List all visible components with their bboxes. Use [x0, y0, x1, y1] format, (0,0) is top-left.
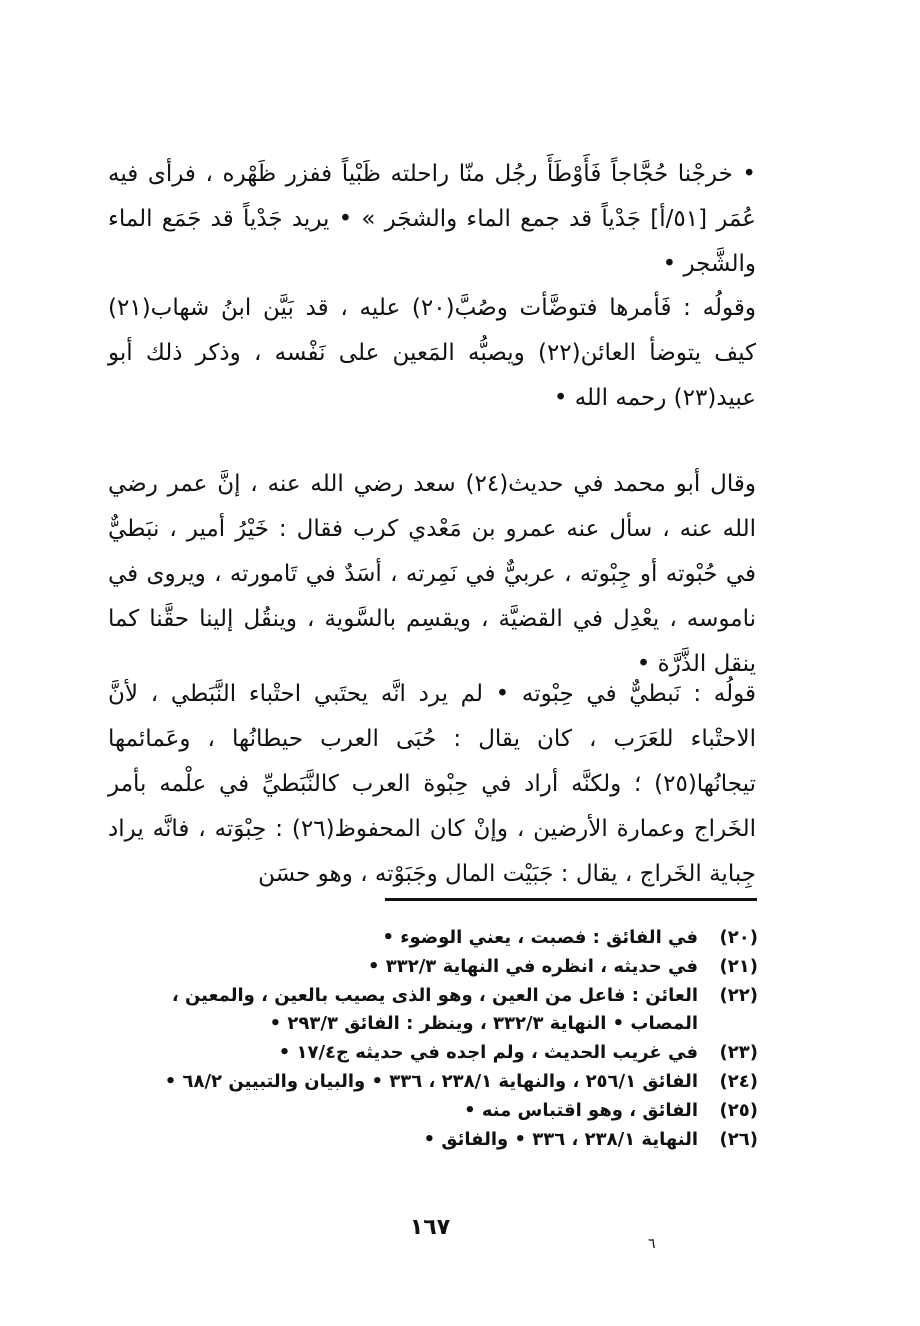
- footnote-text: النهاية ٢٣٨/١ ، ٣٣٦ • والفائق •: [423, 1129, 698, 1150]
- footnote-number: (٢٢): [719, 985, 758, 1006]
- section-divider-stars: [300, 410, 570, 450]
- footnote-item: [108, 924, 758, 952]
- footnote-text: الفائق ٢٥٦/١ ، والنهاية ٢٣٨/١ ، ٣٣٦ • والبيان والتبيين ٦٨/٢ •: [164, 1071, 698, 1092]
- footnote-number: (٢٥): [719, 1100, 758, 1121]
- footnote-item: [108, 1068, 758, 1096]
- footnote-number: (٢٦): [719, 1129, 758, 1150]
- footnote-number: (٢٠): [719, 927, 758, 948]
- signature-mark: ٦: [648, 1236, 656, 1252]
- paragraph-commentary-nabati: قولُه : نَبطيٌّ في حِبْوته • لم يرد انَّه يحتَبي احتْباء النَّبَطي ، لأنَّ الاحتْباء للعَرَب ، كان يقال : حُبَى العرب حيطانُها ، وعَمائمها تيجانُها(٢٥) ؛ ولكنَّه أراد في حِبْوة العرب كالنَّبَطيِّ في علْمه بأمر الخَراج وعمارة الأرضين ، وإنْ كان المحفوظ(٢٦) : حِبْوَته ، فانَّه يراد جِباية الخَراج ، يقال : جَبَيْت المال وجَبَوْته ، وهو حسَن: [108, 681, 756, 887]
- footnote-separator-rule: [385, 898, 757, 901]
- footnote-item: [108, 1097, 758, 1125]
- paragraph-commentary-wudu: وقولُه : فَأمرها فتوضَّأت وصُبَّ(٢٠) عليه ، قد بَيَّن ابنُ شهاب(٢١) كيف يتوضأ العائن(٢٢) ويصبُّه المَعين على نَفْسه ، وذكر ذلك أبو عبيد(٢٣) رحمه الله •: [108, 295, 756, 411]
- footnote-text: الفائق ، وهو اقتباس منه •: [464, 1100, 698, 1121]
- footnote-text: العائن : فاعل من العين ، وهو الذى يصيب بالعين ، والمعين ، المصاب • النهاية ٣٣٢/٣ ، وينظر : الفائق ٢٩٣/٣ •: [171, 985, 698, 1034]
- footnote-text: في غريب الحديث ، ولم اجده في حديثه ج١٧/٤ •: [278, 1042, 698, 1063]
- footnotes-list: [108, 924, 758, 1155]
- footnote-number: (٢١): [719, 956, 758, 977]
- footnote-number: (٢٣): [719, 1042, 758, 1063]
- paragraph-hadith-saad: وقال أبو محمد في حديث(٢٤) سعد رضي الله عنه ، إنَّ عمر رضي الله عنه ، سأل عنه عمرو بن مَعْدي كرب فقال : خَيْرُ أمير ، نبَطيٌّ في حُبْوته أو جِبْوته ، عربيٌّ في نَمِرته ، أسَدٌ في تَامورته ، ويروى في ناموسه ، يعْدِل في القضيَّة ، ويقسِم بالسَّوية ، وينقُل إلينا حقَّنا كما ينقل الذَّرَّة •: [108, 471, 756, 677]
- paragraph-hadith-quote-end: • خرجْنا حُجَّاجاً فَأَوْطَأَ رجُل منّا راحلته ظَبْياً ففزر ظَهْره ، فرأى فيه عُمَر [٥١/أ] جَدْياً قد جمع الماء والشجَر » • يريد جَدْياً قد جَمَع الماء والشَّجر •: [108, 161, 756, 277]
- footnote-item: [108, 982, 758, 1038]
- footnote-text: في الفائق : فصبت ، يعني الوضوء •: [382, 927, 698, 948]
- footnote-item: [108, 1039, 758, 1067]
- footnote-text: في حديثه ، انظره في النهاية ٣٣٢/٣ •: [367, 956, 698, 977]
- footnote-number: (٢٤): [719, 1071, 758, 1092]
- page-number: ١٦٧: [409, 1215, 451, 1240]
- footnote-item: [108, 1126, 758, 1154]
- footnote-item: [108, 953, 758, 981]
